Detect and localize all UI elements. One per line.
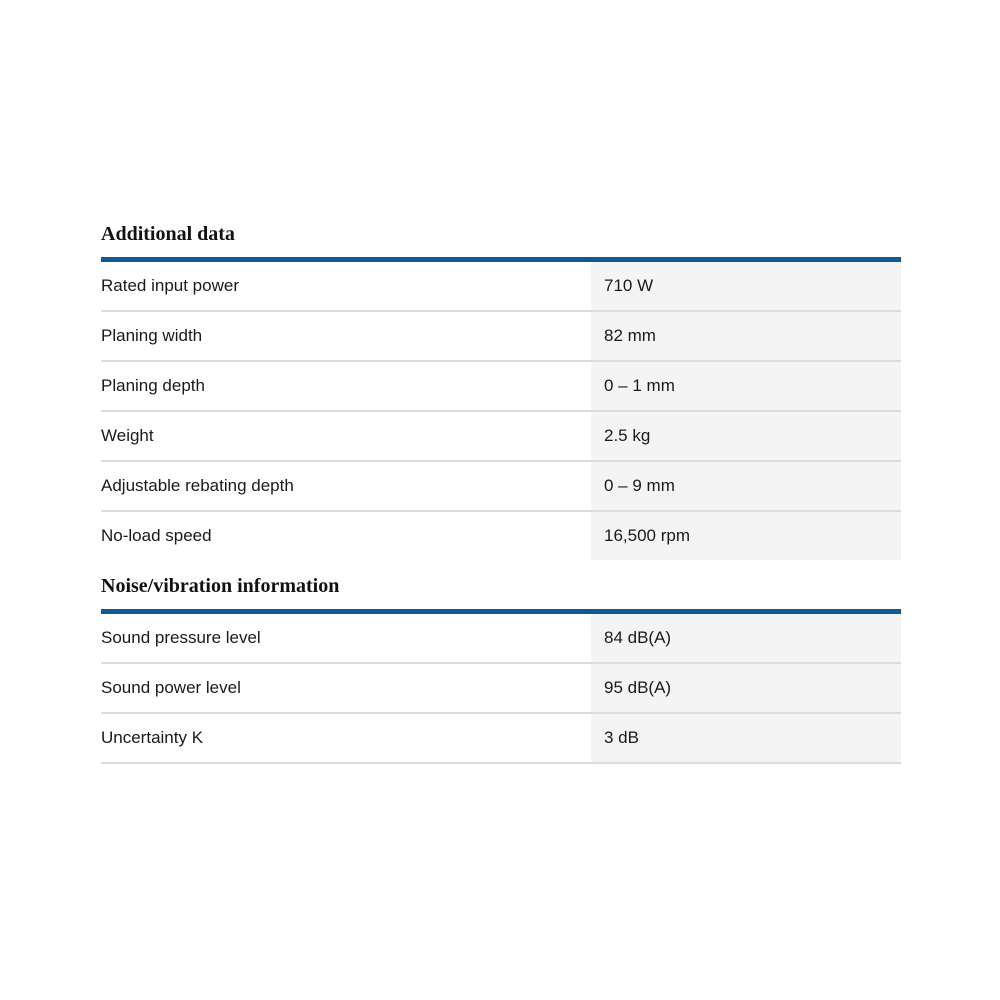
spec-row bbox=[101, 664, 901, 714]
spec-row bbox=[101, 462, 901, 512]
section-title: Noise/vibration information bbox=[101, 575, 340, 597]
spec-label: Adjustable rebating depth bbox=[101, 476, 294, 495]
spec-label: Weight bbox=[101, 426, 154, 445]
section-title: Additional data bbox=[101, 223, 235, 245]
spec-value: 95 dB(A) bbox=[591, 664, 901, 712]
spec-row bbox=[101, 262, 901, 312]
additional-data-section bbox=[101, 222, 901, 560]
spec-row bbox=[101, 512, 901, 560]
spec-value: 0 – 1 mm bbox=[591, 362, 901, 410]
spec-row bbox=[101, 312, 901, 362]
spec-value: 84 dB(A) bbox=[591, 614, 901, 662]
spec-row bbox=[101, 614, 901, 664]
spec-label: No-load speed bbox=[101, 526, 212, 545]
spec-value: 2.5 kg bbox=[591, 412, 901, 460]
spec-value: 82 mm bbox=[591, 312, 901, 360]
spec-row bbox=[101, 362, 901, 412]
spec-value: 0 – 9 mm bbox=[591, 462, 901, 510]
noise-vibration-section bbox=[101, 574, 901, 764]
spec-label: Uncertainty K bbox=[101, 728, 204, 747]
spec-label: Sound power level bbox=[101, 678, 241, 697]
spec-label: Rated input power bbox=[101, 276, 239, 295]
spec-row bbox=[101, 714, 901, 764]
spec-value: 3 dB bbox=[591, 714, 901, 762]
spec-row bbox=[101, 412, 901, 462]
spec-value: 16,500 rpm bbox=[591, 512, 901, 560]
spec-label: Sound pressure level bbox=[101, 628, 261, 647]
spec-label: Planing depth bbox=[101, 376, 205, 395]
spec-value: 710 W bbox=[591, 262, 901, 310]
spec-label: Planing width bbox=[101, 326, 203, 345]
